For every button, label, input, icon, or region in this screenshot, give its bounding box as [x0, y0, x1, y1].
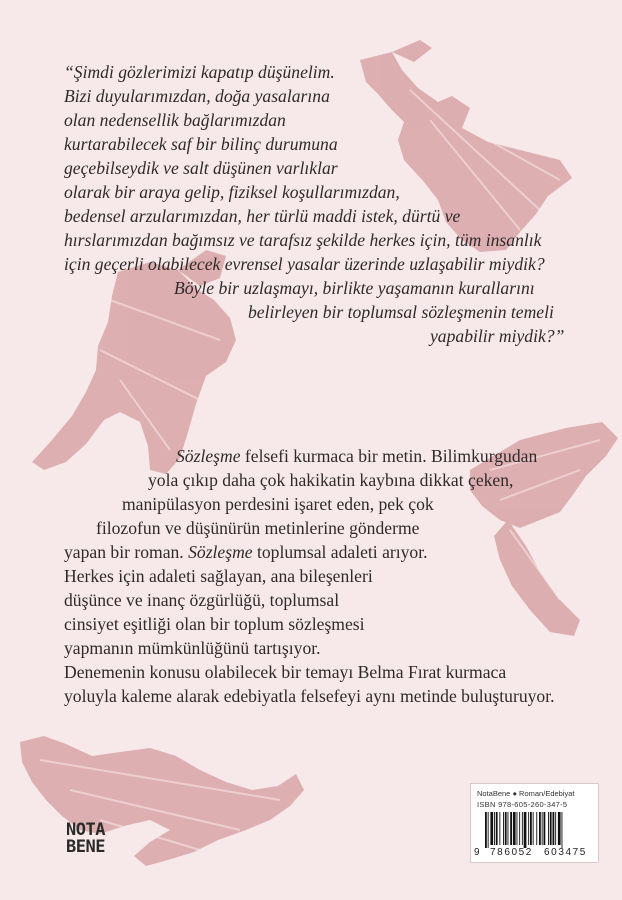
figure-right-middle-legs — [494, 520, 580, 636]
barcode-bar — [533, 812, 534, 845]
barcode-bar — [488, 812, 489, 848]
isbn-barcode — [470, 783, 599, 863]
description-line: yapmanın mümkünlüğünü tartışıyor. — [64, 638, 321, 658]
quote-line: kurtarabilecek saf bir bilinç durumuna — [64, 134, 338, 154]
quote-line: için geçerli olabilecek evrensel yasalar üzerinde uzlaşabilir miydik? — [64, 254, 545, 274]
description-line — [176, 444, 537, 468]
quote-line: bedensel arzularımızdan, her türlü maddi istek, dürtü ve — [64, 206, 461, 226]
publisher-category-label: NotaBene ● Roman/Edebiyat — [477, 789, 575, 798]
barcode-bar — [505, 812, 507, 845]
quote-line: olan nedensellik bağlarımızdan — [64, 110, 286, 130]
quote-line: geçebilseydik ve salt düşünen varlıklar — [64, 158, 338, 178]
quote-line: “Şimdi gözlerimizi kapatıp düşünelim. — [64, 62, 335, 82]
description-text: felsefi kurmaca bir metin. Bilimkurgudan — [240, 446, 538, 466]
description-line: düşünce ve inanç özgürlüğü, toplumsal — [64, 590, 340, 610]
book-title-inline: Sözleşme — [188, 542, 253, 562]
barcode-bar — [494, 812, 495, 845]
barcode-bar — [558, 812, 561, 845]
quote-line: olarak bir araya gelip, fiziksel koşullarımızdan, — [64, 182, 400, 202]
logo-line: NOTA — [66, 820, 105, 840]
figure-top-right-arm — [392, 40, 432, 62]
logo-line: BENE — [66, 837, 105, 857]
barcode-bar — [490, 812, 493, 845]
barcode-bar — [503, 812, 504, 845]
description-line: yola çıkıp daha çok hakikatin kaybına dikkat çeken, — [148, 470, 514, 490]
barcode-bar — [499, 812, 500, 845]
barcode-bar — [562, 812, 563, 848]
barcode-bar — [536, 812, 537, 845]
barcode-bar — [517, 812, 518, 845]
barcode-bar — [530, 812, 532, 845]
isbn-label: ISBN 978-605-260-347-5 — [477, 800, 568, 809]
description-text: yapan bir roman. — [64, 542, 189, 562]
barcode-digit-lead: 9 — [474, 847, 480, 858]
description-text: toplumsal adaleti arıyor. — [252, 542, 428, 562]
barcode-digit-group: 786052 — [490, 847, 533, 858]
description-line — [64, 540, 428, 564]
barcode-bar — [555, 812, 556, 845]
barcode-bar — [550, 812, 552, 845]
quote-line: belirleyen bir toplumsal sözleşmenin temeli — [248, 302, 554, 322]
description-line: yoluyla kaleme alarak edebiyatla felsefeyi aynı metinde buluşturuyor. — [64, 686, 555, 706]
barcode-bar — [496, 812, 498, 845]
barcode-bar — [513, 812, 516, 845]
quote-line: Bizi duyularımızdan, doğa yasalarına — [64, 86, 330, 106]
barcode-bar — [524, 812, 527, 848]
description-line: Denemenin konusu olabilecek bir temayı Belma Fırat kurmaca — [64, 662, 507, 682]
description-line: manipülasyon perdesini işaret eden, pek çok — [122, 494, 434, 514]
barcode-bar — [544, 812, 546, 845]
barcode-bar — [519, 812, 520, 845]
barcode-bar — [542, 812, 543, 845]
barcode-bar — [528, 812, 529, 845]
description-line: cinsiyet eşitliği olan bir toplum sözleşmesi — [64, 614, 365, 634]
barcode-bar — [522, 812, 523, 845]
quote-line: yapabilir miydik?” — [430, 326, 565, 346]
barcode-bar — [510, 812, 512, 845]
barcode-bar — [539, 812, 541, 845]
quote-line: hırslarımızdan bağımsız ve tarafsız şekilde herkes için, tüm insanlık — [64, 230, 542, 250]
barcode-bar — [553, 812, 555, 845]
description-line: filozofun ve düşünürün metinlerine gönderme — [96, 518, 420, 538]
publisher-logo — [66, 822, 118, 858]
figure-bottom-left — [20, 736, 304, 866]
description-line: Herkes için adaleti sağlayan, ana bileşenleri — [64, 566, 373, 586]
barcode-digit-group: 603475 — [544, 847, 587, 858]
book-title-inline: Sözleşme — [176, 446, 241, 466]
barcode-bar — [548, 812, 549, 845]
barcode-bar — [485, 812, 487, 848]
quote-line: Böyle bir uzlaşmayı, birlikte yaşamanın kurallarını — [174, 278, 535, 298]
barcode-bar — [508, 812, 509, 845]
